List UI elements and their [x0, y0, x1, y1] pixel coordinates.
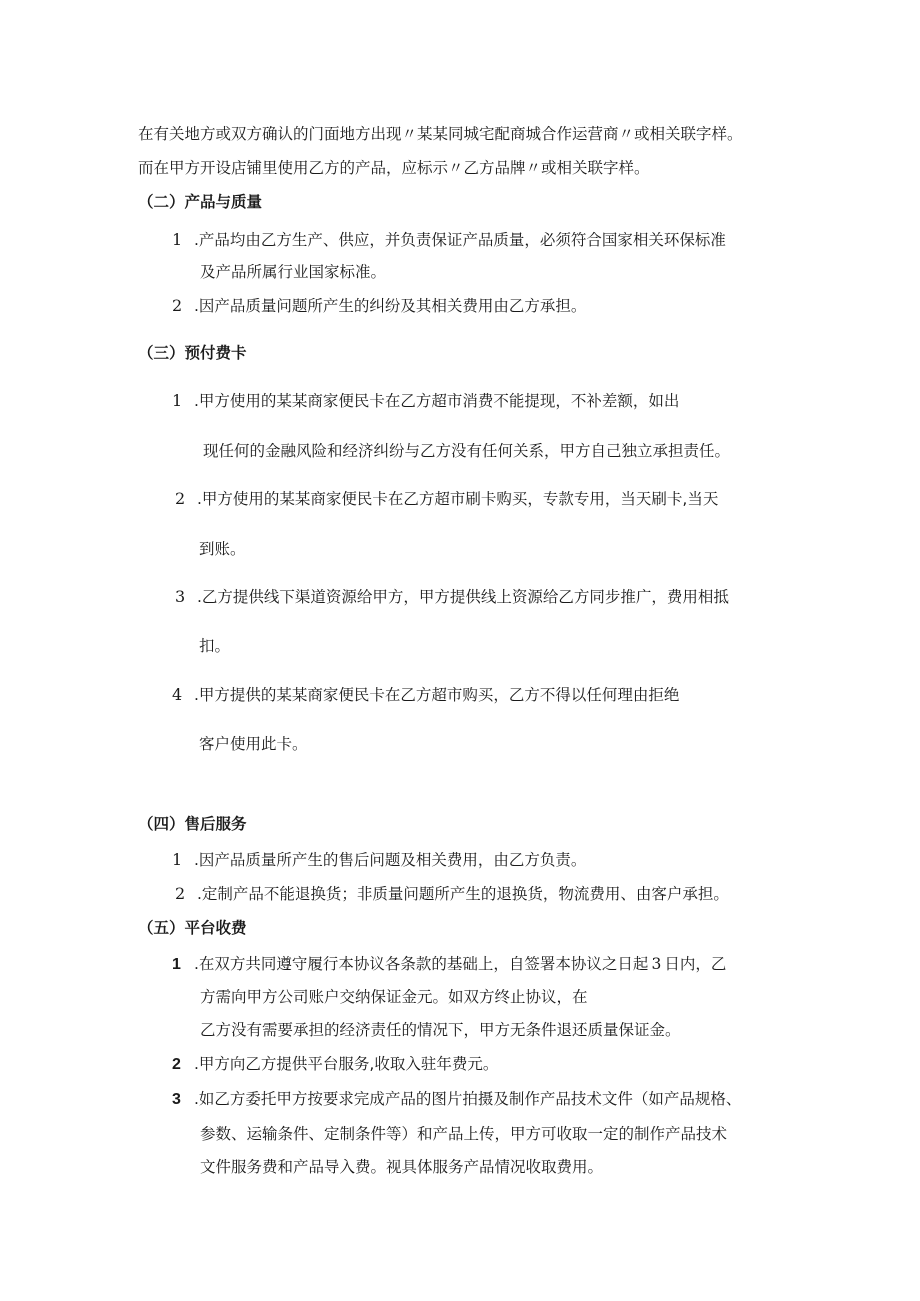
- list-item-fee-1: [172, 954, 726, 975]
- list-item-card-4-cont: 客户使用此卡。: [199, 735, 308, 753]
- item-number: 1: [172, 850, 183, 869]
- item-text: .甲方使用的某某商家便民卡在乙方超市刷卡购买，专款专用，当天刷卡,当天: [197, 490, 719, 508]
- item-number: 3: [172, 1091, 181, 1108]
- list-item-fee-3: [172, 1089, 741, 1110]
- list-item-fee-1-cont-2: 乙方没有需要承担的经济责任的情况下，甲方无条件退还质量保证金。: [200, 1021, 681, 1039]
- item-number: 1: [172, 230, 183, 249]
- list-item-card-1-cont: 现任何的金融风险和经济纠纷与乙方没有任何关系，甲方自己独立承担责任。: [203, 442, 731, 460]
- intro-line-1: 在有关地方或双方确认的门面地方出现〃某某同城宅配商城合作运营商〃或相关联字样。: [138, 125, 743, 143]
- list-item-card-1: [172, 391, 679, 411]
- item-number: 1: [172, 391, 183, 410]
- item-number: 2: [172, 1056, 181, 1073]
- item-text: .乙方提供线下渠道资源给甲方，甲方提供线上资源给乙方同步推广，费用相抵: [197, 588, 729, 606]
- item-text: .甲方使用的某某商家便民卡在乙方超市消费不能提现，不补差额，如出: [194, 392, 680, 410]
- deposit-days-number: 3: [651, 955, 662, 973]
- item-text: .因产品质量问题所产生的纠纷及其相关费用由乙方承担。: [194, 297, 587, 315]
- list-item-service-2: [175, 884, 729, 904]
- item-number: 2: [175, 489, 186, 508]
- item-number: 2: [175, 884, 186, 903]
- list-item-card-2: [175, 489, 718, 509]
- item-number: 4: [172, 685, 183, 704]
- item-text-end: 日内，乙: [664, 955, 727, 973]
- item-text: .因产品质量所产生的售后问题及相关费用，由乙方负责。: [194, 851, 587, 869]
- list-item-card-3: [175, 587, 729, 607]
- item-text: .甲方向乙方提供平台服务,收取入驻年费元。: [194, 1055, 499, 1073]
- item-text: .在双方共同遵守履行本协议各条款的基础上，自签署本协议之日起: [194, 955, 649, 973]
- list-item-fee-2: [172, 1054, 498, 1075]
- section-heading-prepaid-card: （三）预付费卡: [138, 344, 247, 362]
- item-number: 1: [172, 956, 181, 973]
- list-item-card-4: [172, 685, 679, 705]
- list-item-product-2: [172, 296, 586, 316]
- list-item-fee-3-cont-2: 文件服务费和产品导入费。视具体服务产品情况收取费用。: [200, 1158, 604, 1176]
- list-item-service-1: [172, 850, 586, 870]
- section-heading-after-sales: （四）售后服务: [138, 815, 247, 833]
- list-item-card-3-cont: 扣。: [199, 637, 231, 655]
- item-number: 3: [175, 587, 186, 606]
- item-text: .如乙方委托甲方按要求完成产品的图片拍摄及制作产品技术文件（如产品规格、: [194, 1090, 742, 1108]
- section-heading-product-quality: （二）产品与质量: [138, 193, 263, 211]
- intro-line-2: 而在甲方开设店铺里使用乙方的产品，应标示〃乙方品牌〃或相关联字样。: [138, 159, 650, 177]
- section-heading-platform-fees: （五）平台收费: [138, 919, 247, 937]
- list-item-product-1-cont: 及产品所属行业国家标准。: [200, 263, 387, 281]
- item-text: .产品均由乙方生产、供应，并负责保证产品质量，必须符合国家相关环保标准: [194, 231, 726, 249]
- item-number: 2: [172, 296, 183, 315]
- item-text: .定制产品不能退换货；非质量问题所产生的退换货，物流费用、由客户承担。: [197, 885, 729, 903]
- list-item-fee-3-cont: 参数、运输条件、定制条件等）和产品上传，甲方可收取一定的制作产品技术: [200, 1125, 728, 1143]
- list-item-product-1: [172, 230, 726, 250]
- list-item-card-2-cont: 到账。: [199, 540, 246, 558]
- item-text: .甲方提供的某某商家便民卡在乙方超市购买，乙方不得以任何理由拒绝: [194, 686, 680, 704]
- list-item-fee-1-cont: 方需向甲方公司账户交纳保证金元。如双方终止协议，在: [200, 988, 588, 1006]
